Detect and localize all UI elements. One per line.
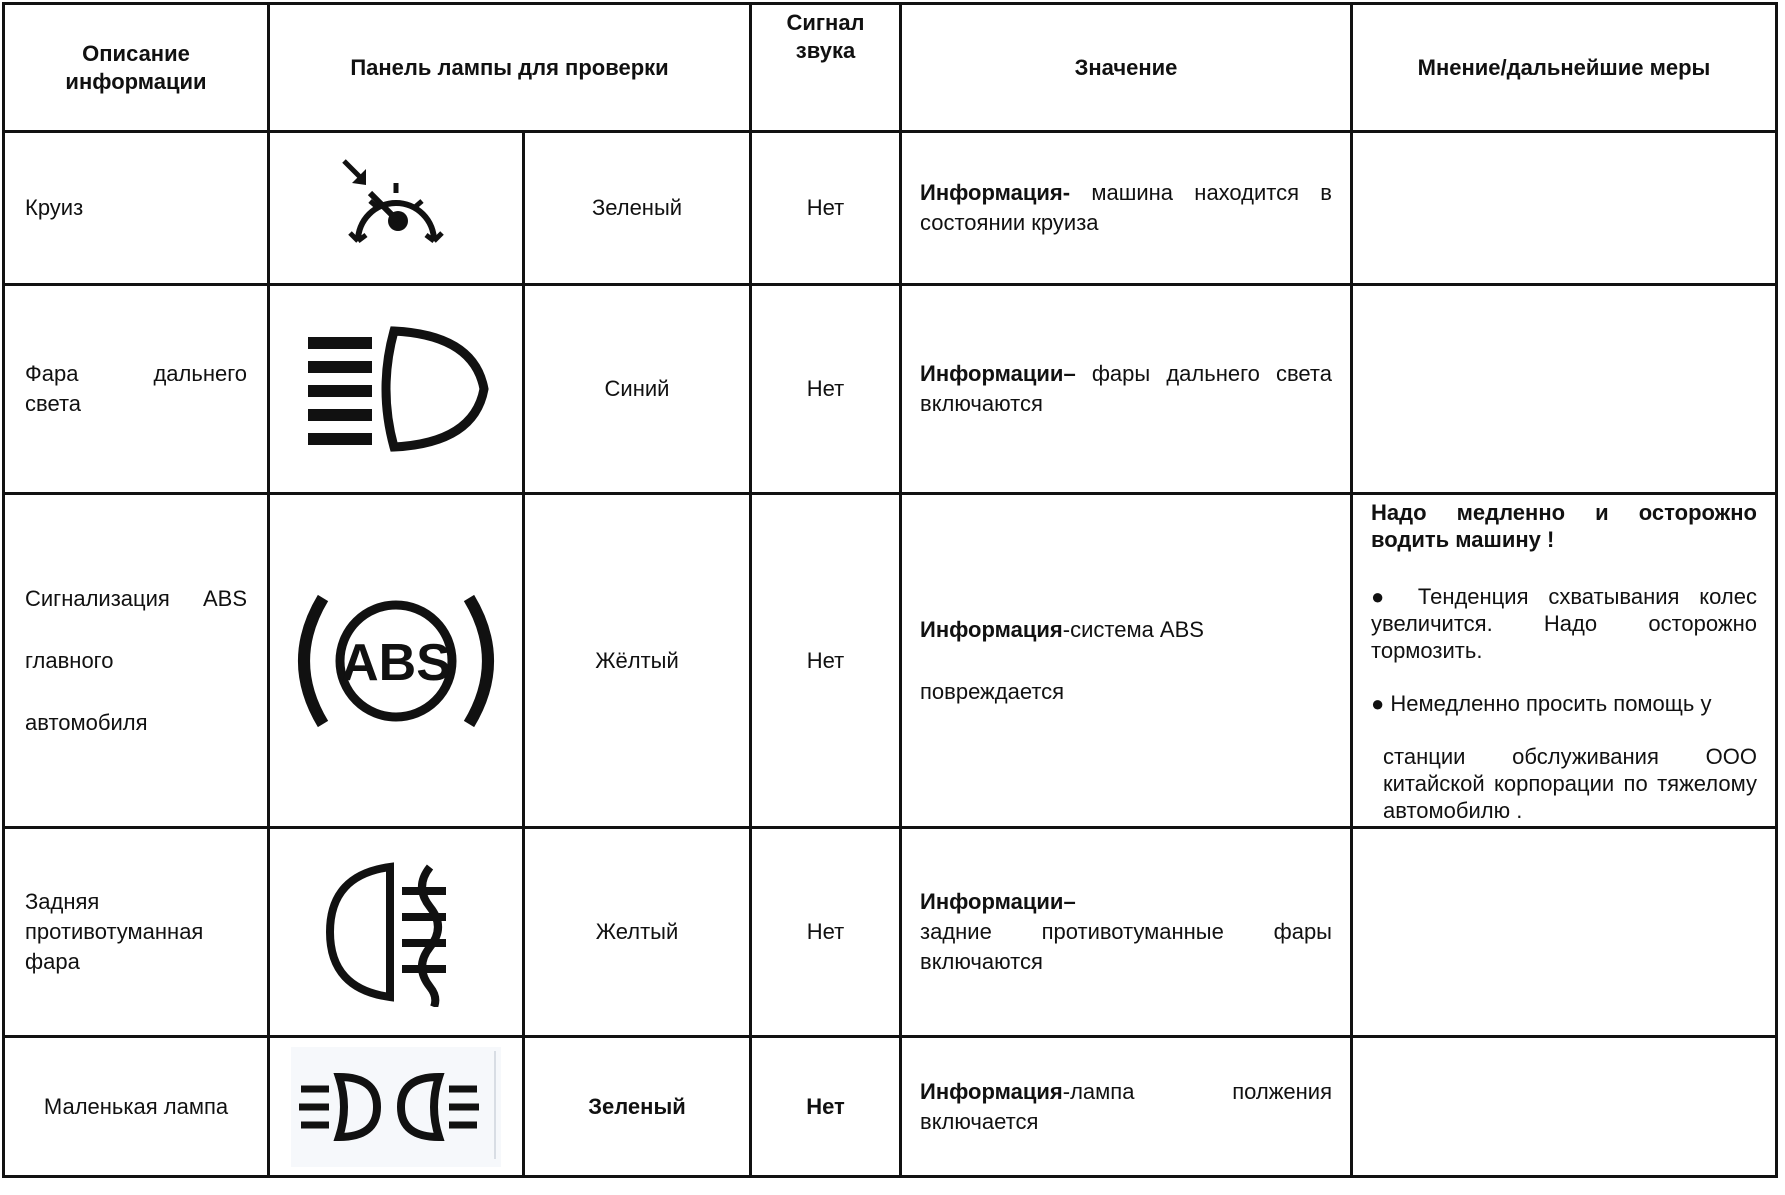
table-row — [4, 828, 1777, 1037]
meaning-label: Информации– — [920, 889, 1076, 914]
meaning-line-2: повреждается — [920, 678, 1065, 704]
row-description: Круиз — [4, 132, 269, 285]
header-sound: Сигнал звука — [751, 4, 901, 132]
opinion-bullet: ● Тенденция схватывания колес увеличится. Надо осторожно тормозить. — [1371, 584, 1757, 663]
opinion-bullet-cont: станции обслуживания ООО китайской корпорации по тяжелому автомобилю . — [1383, 744, 1757, 823]
desc-line: главного — [25, 647, 114, 673]
header-panel: Панель лампы для проверки — [269, 4, 751, 132]
table-row — [4, 285, 1777, 494]
row-color: Желтый — [524, 828, 751, 1037]
row-opinion — [1352, 132, 1777, 285]
row-sound: Нет — [751, 285, 901, 494]
table-row — [4, 132, 1777, 285]
meaning-label: Информация- — [920, 180, 1071, 205]
meaning-text: фары дальнего света включаются — [920, 361, 1332, 416]
row-opinion — [1352, 494, 1777, 828]
row-opinion — [1352, 285, 1777, 494]
desc-line: автомобиля — [25, 709, 148, 735]
row-opinion — [1352, 1037, 1777, 1177]
row-color: Зеленый — [524, 132, 751, 285]
indicator-table — [2, 2, 1778, 1178]
meaning-text: задние противотуманные фары включаются — [920, 919, 1332, 974]
row-meaning — [901, 132, 1352, 285]
row-sound: Нет — [751, 494, 901, 828]
row-color: Жёлтый — [524, 494, 751, 828]
row-description — [4, 285, 269, 494]
row-icon-cell — [269, 285, 524, 494]
meaning-label: Информация — [920, 1078, 1063, 1104]
row-icon-cell — [269, 132, 524, 285]
meaning-text: -лампа полжения включается — [920, 1078, 1332, 1134]
abs-warning-icon — [291, 586, 501, 736]
opinion-title: Надо медленно и осторожно водить машину ! — [1371, 500, 1757, 552]
row-sound: Нет — [751, 132, 901, 285]
header-row — [4, 4, 1777, 132]
meaning-text: -система ABS — [1062, 616, 1204, 642]
header-meaning: Значение — [901, 4, 1352, 132]
row-description: Задняя противотуманная фара — [4, 828, 269, 1037]
desc-line: Сигнализация ABS — [25, 585, 247, 611]
meaning-label: Информация — [920, 616, 1063, 642]
position-lamp-icon — [291, 1047, 501, 1167]
row-sound: Нет — [751, 828, 901, 1037]
table-row — [4, 494, 1777, 828]
rear-fog-light-icon — [326, 857, 466, 1007]
row-meaning — [901, 494, 1352, 828]
abs-icon-text: ABS — [341, 633, 451, 692]
header-opinion: Мнение/дальнейшие меры — [1352, 4, 1777, 132]
row-description — [4, 494, 269, 828]
opinion-bullet: ● Немедленно просить помощь у — [1371, 691, 1712, 716]
row-icon-cell — [269, 828, 524, 1037]
high-beam-icon — [296, 319, 496, 459]
row-meaning — [901, 828, 1352, 1037]
meaning-line-1 — [920, 887, 1332, 917]
row-meaning — [901, 1037, 1352, 1177]
meaning-label: Информации– — [920, 361, 1076, 386]
row-color: Зеленый — [524, 1037, 751, 1177]
meaning-line-1 — [920, 599, 1332, 661]
row-color: Синий — [524, 285, 751, 494]
desc-line-2: света — [25, 391, 82, 416]
row-opinion — [1352, 828, 1777, 1037]
row-description: Маленькая лампа — [4, 1037, 269, 1177]
header-description: Описание информации — [4, 4, 269, 132]
row-meaning — [901, 285, 1352, 494]
row-sound: Нет — [751, 1037, 901, 1177]
table-row — [4, 1037, 1777, 1177]
row-icon-cell — [269, 494, 524, 828]
row-icon-cell — [269, 1037, 524, 1177]
desc-line: Фара дальнего — [25, 361, 247, 386]
meaning-text: машина находится в состоянии круиза — [920, 180, 1332, 235]
cruise-control-icon — [336, 153, 456, 263]
